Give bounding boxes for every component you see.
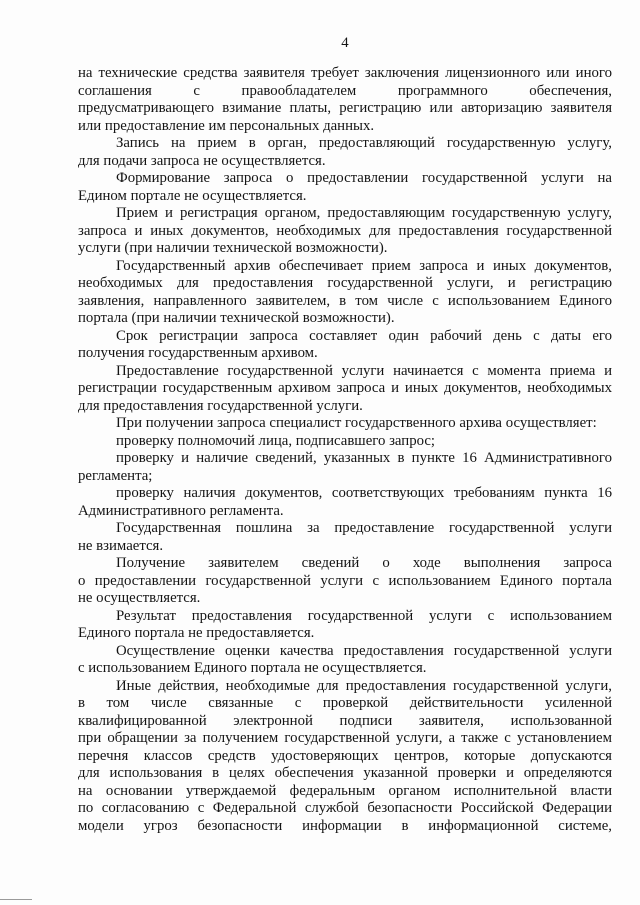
- text-line: заявления, направленного заявителем, в том числе с использованием Единого: [78, 292, 612, 309]
- text-line: для подачи запроса не осуществляется.: [78, 152, 326, 169]
- paragraph: [78, 135, 612, 170]
- text-line: Запись на прием в орган, предоставляющий государственную услугу,: [116, 135, 612, 151]
- paragraph: [78, 520, 612, 555]
- paragraph: [78, 328, 612, 363]
- text-line: Государственная пошлина за предоставление государственной услуги: [116, 520, 612, 536]
- text-line: по согласованию с Федеральной службой безопасности Российской Федерации: [78, 800, 612, 816]
- text-line: не взимается.: [78, 537, 164, 554]
- page-number: 4: [341, 35, 349, 51]
- text-line: Предоставление государственной услуги начинается с момента приема и: [116, 362, 612, 379]
- paragraph: [78, 205, 612, 258]
- document-body: [78, 65, 612, 835]
- text-line: Иные действия, необходимые для предоставления государственной услуги,: [116, 677, 612, 694]
- text-line: регистрации государственным архивом запроса и иных документов, необходимых: [78, 380, 612, 396]
- text-line: не осуществляется.: [78, 590, 201, 606]
- text-line: услуги (при наличии технической возможности).: [78, 240, 388, 256]
- text-line: с использованием Единого портала не осуществляется.: [78, 660, 427, 676]
- paragraph: [78, 643, 612, 678]
- paragraph: [78, 363, 612, 416]
- text-line: получения государственным архивом.: [78, 345, 318, 361]
- text-line: необходимых для предоставления государственной услуги, и регистрацию: [78, 275, 612, 291]
- paragraph: [78, 65, 612, 135]
- paragraph: [78, 678, 612, 836]
- text-line: на технические средства заявителя требует заключения лицензионного или иного: [78, 65, 612, 81]
- text-line: запроса и иных документов, необходимых для предоставления государственной: [78, 222, 612, 239]
- paragraph: [78, 415, 612, 433]
- text-line: перечня классов средств удостоверяющих центров, которые допускаются: [78, 747, 612, 764]
- text-line: При получении запроса специалист государственного архива осуществляет:: [116, 415, 597, 431]
- paragraph: [78, 170, 612, 205]
- text-line: Прием и регистрация органом, предоставляющим государственную услугу,: [116, 205, 612, 221]
- text-line: соглашения с правообладателем программного обеспечения,: [78, 82, 612, 99]
- text-line: Административного регламента.: [78, 502, 284, 519]
- text-line: в том числе связанные с проверкой действительности усиленной: [78, 695, 612, 711]
- text-line: квалифицированной электронной подписи заявителя, использованной: [78, 712, 612, 729]
- text-line: Единого портала не предоставляется.: [78, 625, 315, 641]
- paragraph: [78, 433, 612, 451]
- text-line: Результат предоставления государственной услуги с использованием: [116, 607, 612, 624]
- text-line: или предоставление им персональных данных.: [78, 117, 375, 134]
- paragraph: [78, 608, 612, 643]
- paragraph: [78, 485, 612, 520]
- text-line: проверку наличия документов, соответствующих требованиям пункта 16: [116, 485, 612, 501]
- text-line: для предоставления государственной услуги.: [78, 397, 363, 414]
- text-line: проверку полномочий лица, подписавшего запрос;: [116, 432, 436, 449]
- text-line: портала (при наличии технической возможности).: [78, 310, 395, 326]
- text-line: на основании утверждаемой федеральным органом исполнительной власти: [78, 782, 612, 799]
- text-line: для использования в целях обеспечения указанной проверки и определяются: [78, 765, 612, 781]
- text-line: Государственный архив обеспечивает прием запроса и иных документов,: [116, 257, 612, 274]
- text-line: Осуществление оценки качества предоставления государственной услуги: [116, 642, 612, 659]
- paragraph: [78, 555, 612, 608]
- paragraph: [78, 450, 612, 485]
- text-line: Срок регистрации запроса составляет один рабочий день с даты его: [116, 327, 612, 344]
- text-line: Едином портале не осуществляется.: [78, 187, 307, 204]
- paragraph: [78, 258, 612, 328]
- text-line: предусматривающего взимание платы, регистрацию или авторизацию заявителя: [78, 100, 612, 116]
- text-line: Формирование запроса о предоставлении государственной услуги на: [116, 170, 612, 186]
- text-line: о предоставлении государственной услуги с использованием Единого портала: [78, 572, 612, 589]
- text-line: регламента;: [78, 467, 153, 484]
- text-line: модели угроз безопасности информации в информационной системе,: [78, 817, 612, 834]
- text-line: при обращении за получением государственной услуги, а также с установлением: [78, 730, 612, 746]
- text-line: проверку и наличие сведений, указанных в пункте 16 Административного: [116, 450, 612, 466]
- text-line: Получение заявителем сведений о ходе выполнения запроса: [116, 555, 612, 571]
- scan-edge-mark: [0, 899, 32, 900]
